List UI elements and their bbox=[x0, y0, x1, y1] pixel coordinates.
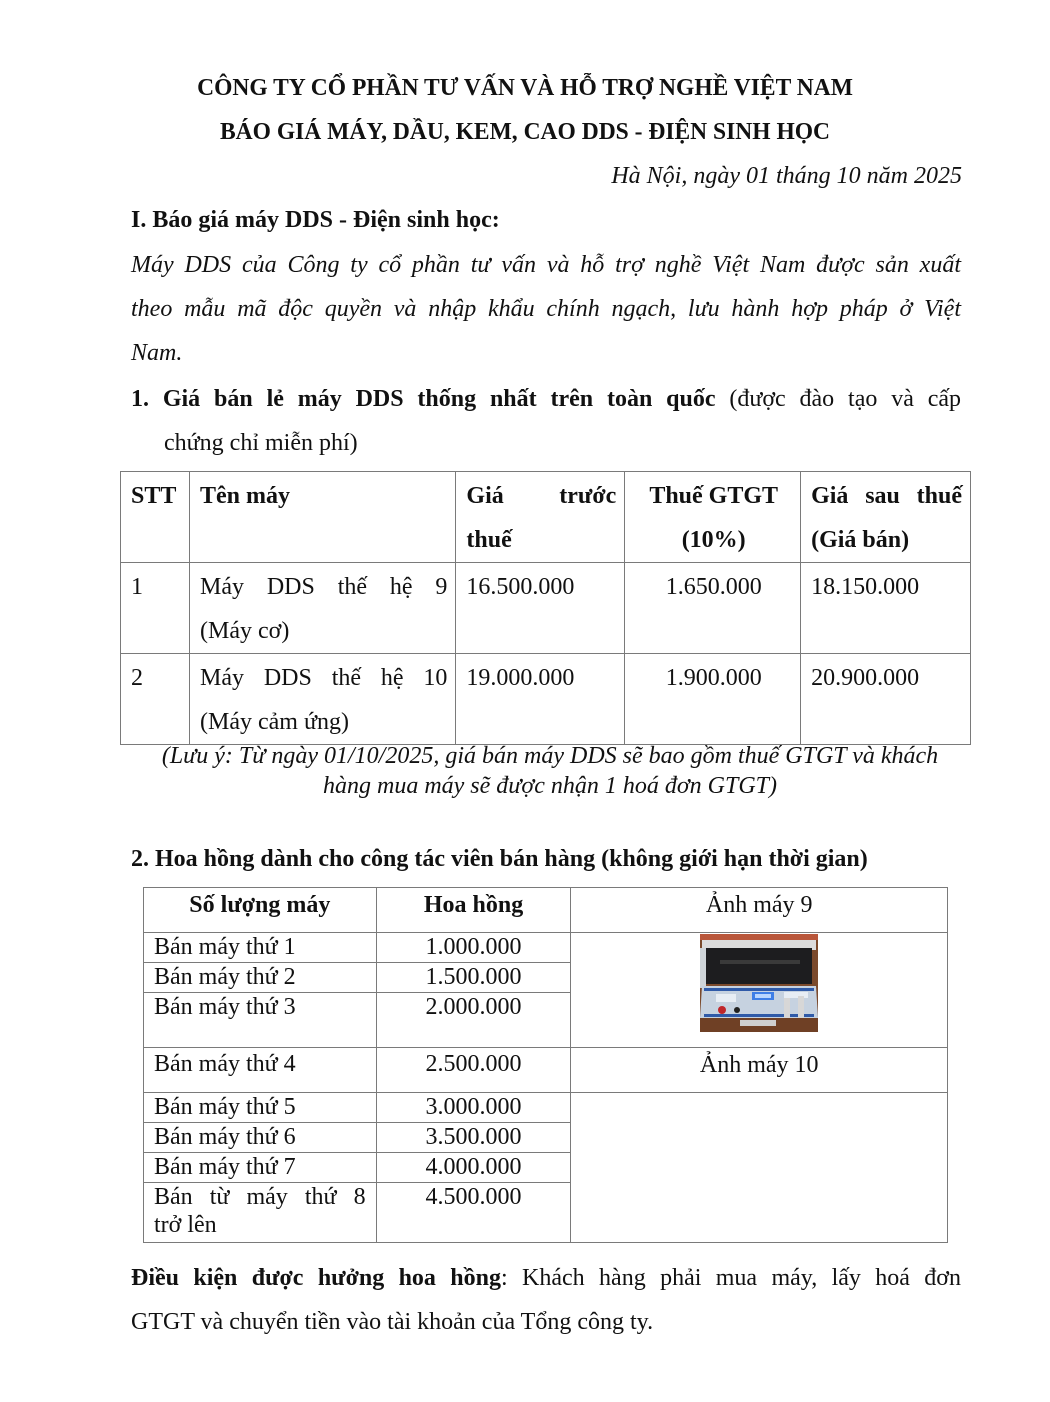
cell-quantity: Bán máy thứ 3 bbox=[144, 993, 377, 1048]
header-quantity: Số lượng máy bbox=[144, 888, 377, 933]
header-commission: Hoa hồng bbox=[376, 888, 571, 933]
cell-commission: 4.500.000 bbox=[376, 1183, 571, 1243]
cell-vat: 1.900.000 bbox=[625, 654, 801, 745]
cell-quantity: Bán máy thứ 6 bbox=[144, 1123, 377, 1153]
intro-line: Nam. bbox=[131, 340, 183, 366]
subsection-title-line2: chứng chỉ miễn phí) bbox=[164, 430, 358, 456]
condition-text: : Khách hàng phải mua máy, lấy hoá đơn bbox=[501, 1265, 961, 1291]
condition-label: Điều kiện được hưởng hoa hồng bbox=[131, 1265, 501, 1291]
table-row bbox=[121, 563, 971, 654]
cell-quantity: Bán máy thứ 2 bbox=[144, 963, 377, 993]
header-stt: STT bbox=[121, 472, 190, 563]
header-pre-tax-word2: trước bbox=[559, 483, 617, 509]
cell-commission: 2.000.000 bbox=[376, 993, 571, 1048]
header-pre-tax-word3: thuế bbox=[466, 527, 512, 553]
cell-quantity: Bán máy thứ 1 bbox=[144, 933, 377, 963]
intro-line: Máy DDS của Công ty cổ phần tư vấn và hỗ trợ nghề Việt Nam được sản xuất bbox=[131, 252, 961, 278]
commission-table-header bbox=[144, 888, 948, 933]
header-vat-line2: (10%) bbox=[681, 527, 746, 553]
header-name: Tên máy bbox=[189, 472, 455, 563]
table-row bbox=[144, 1093, 948, 1123]
header-photo-10: Ảnh máy 10 bbox=[571, 1048, 948, 1093]
commission-table bbox=[143, 887, 948, 1243]
table-row bbox=[144, 933, 948, 963]
cell-commission: 1.000.000 bbox=[376, 933, 571, 963]
section-heading: I. Báo giá máy DDS - Điện sinh học: bbox=[131, 207, 500, 233]
date-line: Hà Nội, ngày 01 tháng 10 năm 2025 bbox=[611, 163, 962, 189]
cell-vat: 1.650.000 bbox=[625, 563, 801, 654]
note-line1: (Lưu ý: Từ ngày 01/10/2025, giá bán máy DDS sẽ bao gồm thuế GTGT và khách bbox=[161, 743, 939, 769]
cell-quantity-line1: Bán từ máy thứ 8 bbox=[154, 1184, 366, 1210]
cell-quantity-line2: trở lên bbox=[154, 1212, 217, 1238]
cell-name bbox=[189, 654, 455, 745]
cell-commission: 2.500.000 bbox=[376, 1048, 571, 1093]
cell-name-line2: (Máy cảm ứng) bbox=[199, 709, 349, 735]
cell-name-line2: (Máy cơ) bbox=[199, 618, 290, 644]
cell-stt: 1 bbox=[121, 563, 190, 654]
price-table bbox=[120, 471, 971, 745]
price-note bbox=[120, 741, 980, 801]
subsection-title-bold: 1. Giá bán lẻ máy DDS thống nhất trên toàn quốc bbox=[131, 386, 716, 412]
cell-name-line1: Máy DDS thế hệ 10 bbox=[199, 665, 448, 691]
cell-after-tax: 18.150.000 bbox=[801, 563, 971, 654]
header-after-tax-line2: (Giá bán) bbox=[811, 527, 910, 553]
commission-condition bbox=[131, 1256, 961, 1344]
intro-paragraph bbox=[131, 243, 961, 375]
cell-quantity: Bán máy thứ 4 bbox=[144, 1048, 377, 1093]
header-after-tax-line1: Giá sau thuế bbox=[811, 483, 962, 509]
cell-name bbox=[189, 563, 455, 654]
header-pre-tax-word1: Giá bbox=[466, 483, 504, 509]
machine-9-photo bbox=[700, 934, 818, 1032]
cell-commission: 3.500.000 bbox=[376, 1123, 571, 1153]
header-after-tax bbox=[801, 472, 971, 563]
photo-10-cell bbox=[571, 1093, 948, 1243]
cell-quantity: Bán máy thứ 5 bbox=[144, 1093, 377, 1123]
cell-name-line1: Máy DDS thế hệ 9 bbox=[199, 574, 448, 600]
cell-quantity: Bán máy thứ 7 bbox=[144, 1153, 377, 1183]
note-line2: hàng mua máy sẽ được nhận 1 hoá đơn GTGT) bbox=[322, 773, 778, 799]
header-vat-line1: Thuế GTGT bbox=[649, 483, 779, 509]
condition-line2: GTGT và chuyển tiền vào tài khoản của Tổng công ty. bbox=[131, 1309, 654, 1335]
cell-commission: 4.000.000 bbox=[376, 1153, 571, 1183]
cell-pre-tax: 16.500.000 bbox=[456, 563, 625, 654]
photo-9-cell bbox=[571, 933, 948, 1048]
company-name: CÔNG TY CỔ PHẦN TƯ VẤN VÀ HỖ TRỢ NGHỀ VIỆT NAM bbox=[197, 75, 853, 101]
cell-stt: 2 bbox=[121, 654, 190, 745]
subsection-title-commission: 2. Hoa hồng dành cho công tác viên bán hàng (không giới hạn thời gian) bbox=[131, 846, 868, 872]
price-table-header bbox=[121, 472, 971, 563]
header-photo-9: Ảnh máy 9 bbox=[571, 888, 948, 933]
subsection-title-retail-price bbox=[131, 377, 961, 465]
table-row bbox=[144, 1048, 948, 1093]
cell-quantity bbox=[144, 1183, 377, 1243]
subsection-title-rest: (được đào tạo và cấp bbox=[715, 386, 961, 412]
dds-machine-image-icon bbox=[700, 934, 818, 1032]
cell-pre-tax: 19.000.000 bbox=[456, 654, 625, 745]
intro-line: theo mẫu mã độc quyền và nhập khẩu chính ngạch, lưu hành hợp pháp ở Việt bbox=[131, 296, 961, 322]
cell-after-tax: 20.900.000 bbox=[801, 654, 971, 745]
cell-commission: 3.000.000 bbox=[376, 1093, 571, 1123]
table-row bbox=[121, 654, 971, 745]
header-pre-tax bbox=[456, 472, 625, 563]
document-title: BÁO GIÁ MÁY, DẦU, KEM, CAO DDS - ĐIỆN SINH HỌC bbox=[219, 119, 831, 145]
header-vat bbox=[625, 472, 801, 563]
cell-commission: 1.500.000 bbox=[376, 963, 571, 993]
